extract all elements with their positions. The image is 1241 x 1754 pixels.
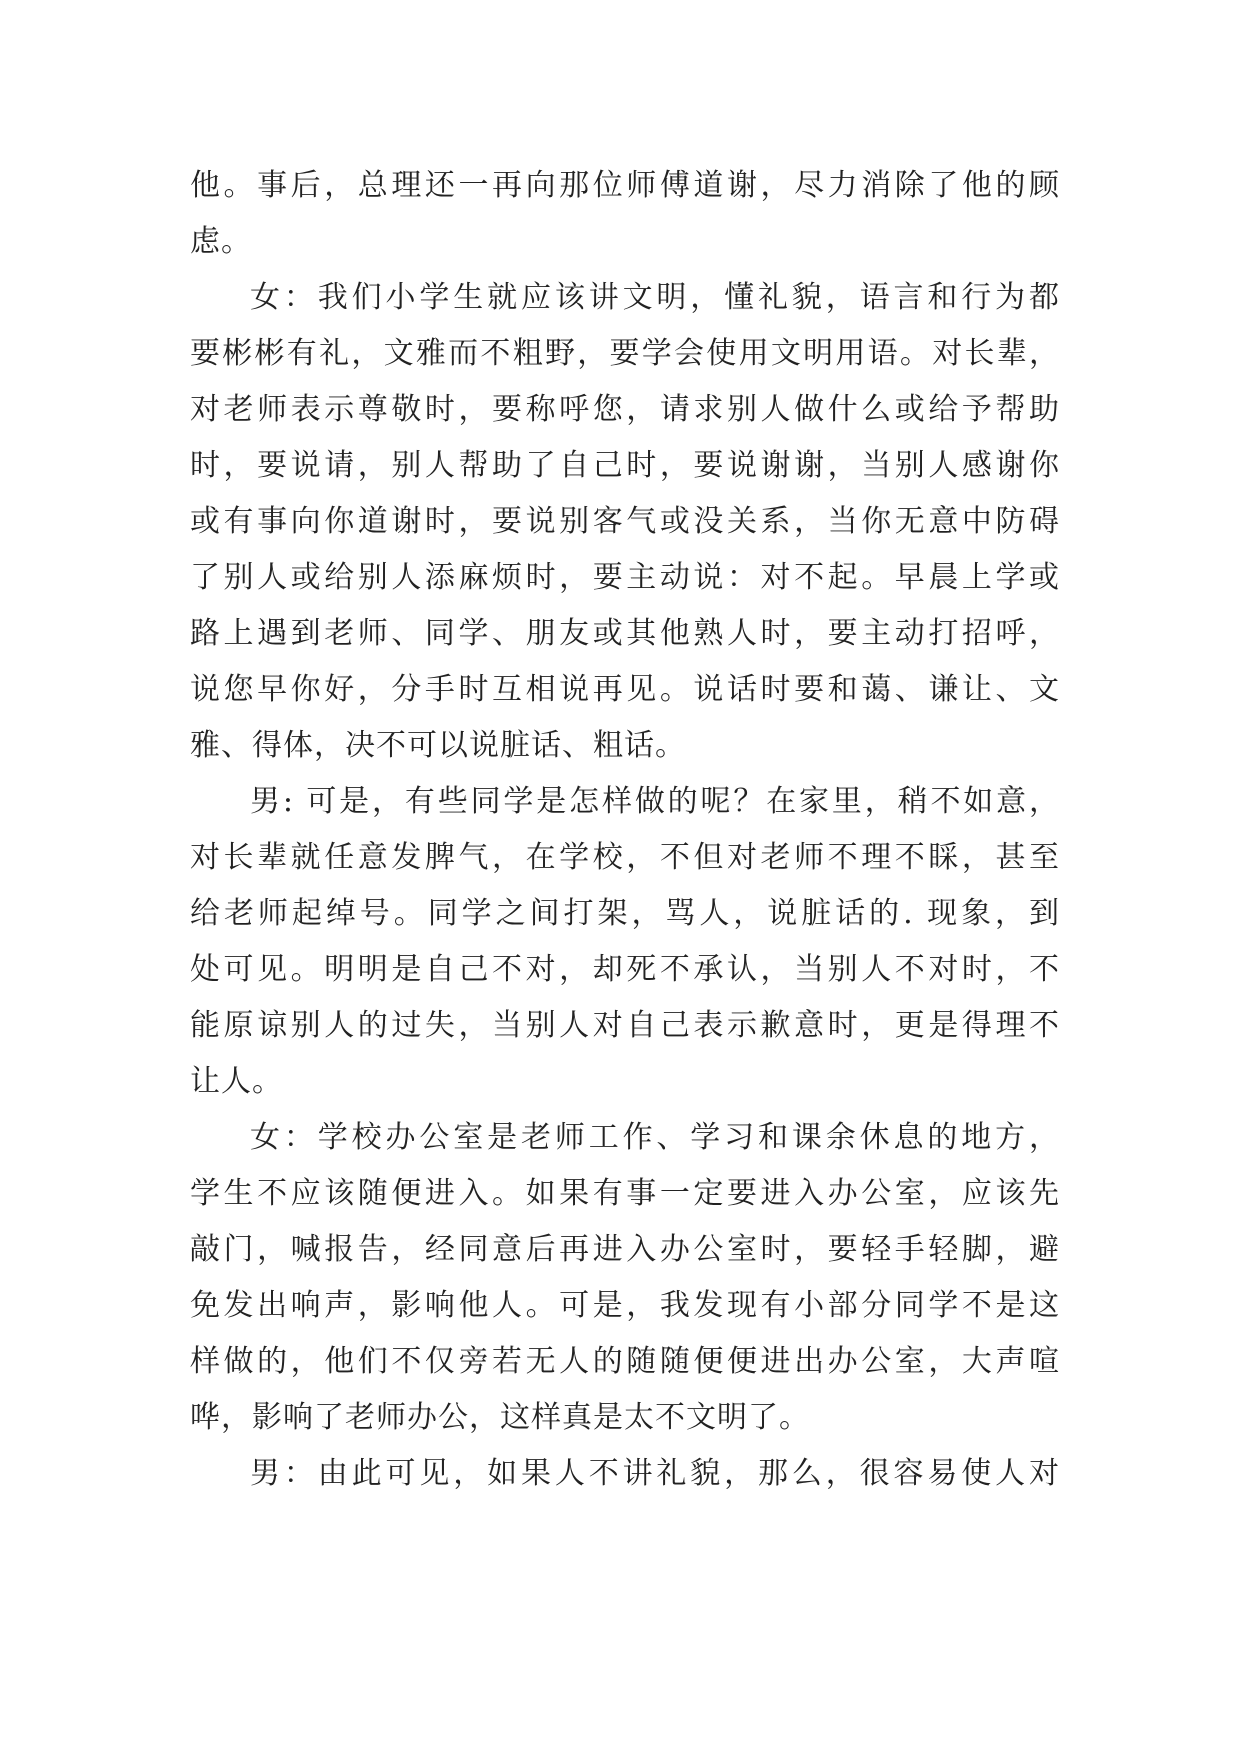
text-line: 对长辈就任意发脾气，在学校，不但对老师不理不睬，甚至 (190, 840, 1060, 875)
text-line: 给老师起绰号。同学之间打架，骂人，说脏话的. 现象，到 (190, 896, 1060, 931)
text-line: 男：由此可见，如果人不讲礼貌，那么，很容易使人对 (250, 1456, 1060, 1491)
text-line: 时，要说请，别人帮助了自己时，要说谢谢，当别人感谢你 (190, 448, 1060, 483)
text-line: 了别人或给别人添麻烦时，要主动说：对不起。早晨上学或 (190, 560, 1060, 595)
text-line: 女：我们小学生就应该讲文明，懂礼貌，语言和行为都 (250, 280, 1060, 315)
document-body (190, 158, 1060, 1502)
text-line: 虑。 (190, 224, 252, 259)
text-line: 雅、得体，决不可以说脏话、粗话。 (190, 728, 686, 763)
text-line: 样做的，他们不仅旁若无人的随随便便进出办公室，大声喧 (190, 1344, 1060, 1379)
text-line: 男: 可是，有些同学是怎样做的呢？在家里，稍不如意， (250, 784, 1060, 819)
text-line: 说您早你好，分手时互相说再见。说话时要和蔼、谦让、文 (190, 672, 1060, 707)
text-line: 要彬彬有礼，文雅而不粗野，要学会使用文明用语。对长辈， (190, 336, 1060, 371)
text-line: 免发出响声，影响他人。可是，我发现有小部分同学不是这 (190, 1288, 1060, 1323)
text-line: 敲门，喊报告，经同意后再进入办公室时，要轻手轻脚，避 (190, 1232, 1060, 1267)
text-line: 让人。 (190, 1064, 283, 1099)
text-line: 他。事后，总理还一再向那位师傅道谢，尽力消除了他的顾 (190, 168, 1060, 203)
text-line: 学生不应该随便进入。如果有事一定要进入办公室，应该先 (190, 1176, 1060, 1211)
text-line: 路上遇到老师、同学、朋友或其他熟人时，要主动打招呼， (190, 616, 1060, 651)
text-line: 女：学校办公室是老师工作、学习和课余休息的地方， (250, 1120, 1060, 1155)
text-line: 哗，影响了老师办公，这样真是太不文明了。 (190, 1400, 810, 1435)
text-line: 处可见。明明是自己不对，却死不承认，当别人不对时，不 (190, 952, 1060, 987)
text-line: 或有事向你道谢时，要说别客气或没关系，当你无意中防碍 (190, 504, 1060, 539)
text-line: 对老师表示尊敬时，要称呼您，请求别人做什么或给予帮助 (190, 392, 1060, 427)
text-line: 能原谅别人的过失，当别人对自己表示歉意时，更是得理不 (190, 1008, 1060, 1043)
